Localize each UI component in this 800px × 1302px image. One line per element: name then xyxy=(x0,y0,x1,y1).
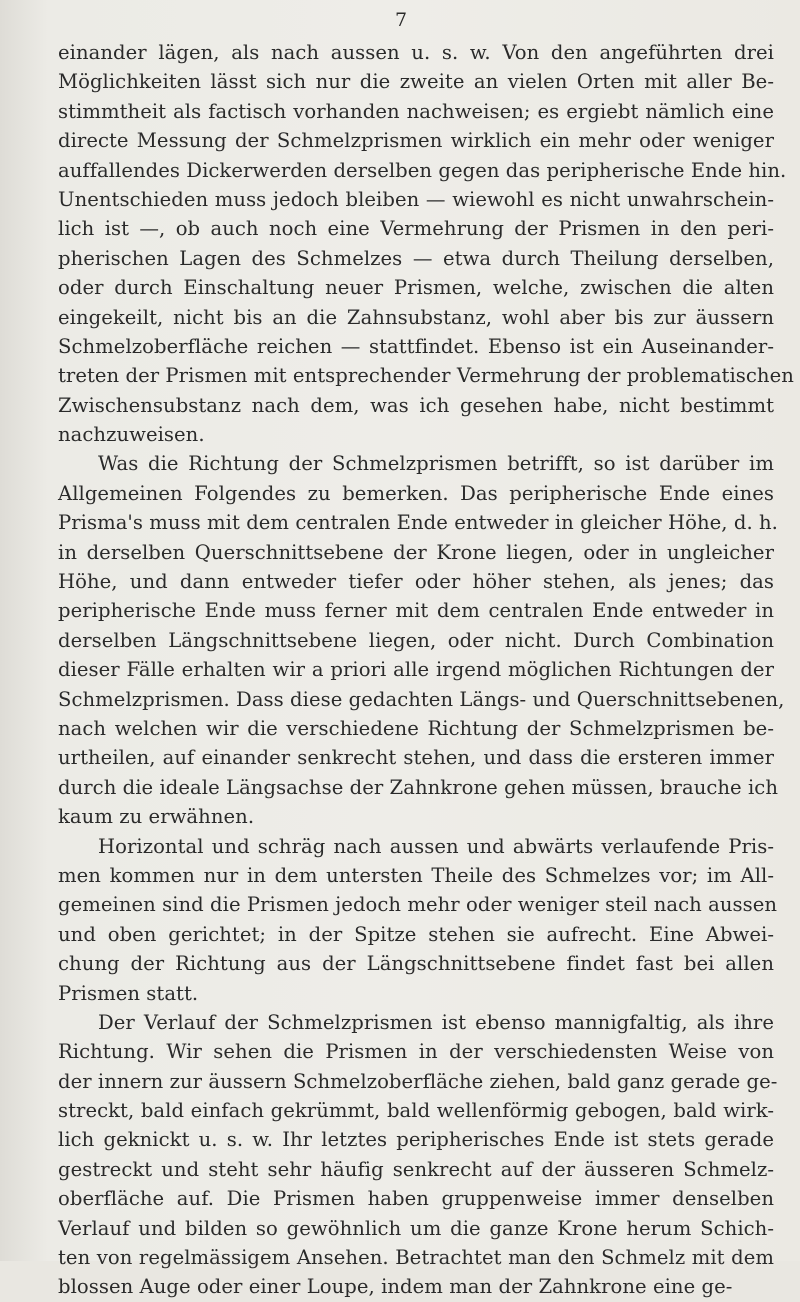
text-line: kaum zu erwähnen. xyxy=(58,805,255,829)
text-line: Prismen statt. xyxy=(58,981,199,1005)
text-line: oder durch Einschaltung neuer Prismen, welche, zwischen die alten xyxy=(58,276,774,300)
text-line: Allgemeinen Folgendes zu bemerken. Das peripherische Ende eines xyxy=(58,481,774,505)
text-line: men kommen nur in dem untersten Theile des Schmelzes vor; im All- xyxy=(58,863,774,887)
paragraph xyxy=(58,832,778,1008)
text-line: dieser Fälle erhalten wir a priori alle irgend möglichen Richtungen der xyxy=(58,658,774,682)
text-line: Schmelzprismen. Dass diese gedachten Längs- und Querschnittsebenen, xyxy=(58,687,785,711)
text-line: gemeinen sind die Prismen jedoch mehr oder weniger steil nach aussen xyxy=(58,893,778,917)
paragraph xyxy=(58,38,794,449)
text-line: Höhe, und dann entweder tiefer oder höher stehen, als jenes; das xyxy=(58,570,774,594)
text-line: nach welchen wir die verschiedene Richtung der Schmelzprismen be- xyxy=(58,716,774,740)
text-line: Der Verlauf der Schmelzprismen ist ebenso mannigfaltig, als ihre xyxy=(98,1010,774,1034)
text-line: stimmtheit als factisch vorhanden nachweisen; es ergiebt nämlich eine xyxy=(58,99,774,123)
text-line: Prisma's muss mit dem centralen Ende entweder in gleicher Höhe, d. h. xyxy=(58,511,778,535)
text-line: Zwischensubstanz nach dem, was ich gesehen habe, nicht bestimmt xyxy=(58,393,774,417)
text-line: Unentschieden muss jedoch bleiben — wiewohl es nicht unwahrschein- xyxy=(58,187,774,211)
body-text xyxy=(58,38,794,1302)
text-line: lich geknickt u. s. w. Ihr letztes peripherisches Ende ist stets gerade xyxy=(58,1128,774,1152)
text-line: peripherische Ende muss ferner mit dem centralen Ende entweder in xyxy=(58,599,774,623)
text-line: und oben gerichtet; in der Spitze stehen sie aufrecht. Eine Abwei- xyxy=(58,922,774,946)
text-line: Horizontal und schräg nach aussen und abwärts verlaufende Pris- xyxy=(98,834,774,858)
text-line: eingekeilt, nicht bis an die Zahnsubstanz, wohl aber bis zur äussern xyxy=(58,305,774,329)
text-line: Schmelzoberfläche reichen — stattfindet. Ebenso ist ein Auseinander- xyxy=(58,334,774,358)
text-line: in derselben Querschnittsebene der Krone liegen, oder in ungleicher xyxy=(58,540,774,564)
text-line: durch die ideale Längsachse der Zahnkrone gehen müssen, brauche ich xyxy=(58,775,778,799)
paragraph xyxy=(58,1008,778,1302)
text-line: derselben Längschnittsebene liegen, oder nicht. Durch Combination xyxy=(58,628,774,652)
paragraph xyxy=(58,449,785,831)
text-line: treten der Prismen mit entsprechender Vermehrung der problematischen xyxy=(58,364,794,388)
text-line: einander lägen, als nach aussen u. s. w. Von den angeführten drei xyxy=(58,41,774,64)
text-line: pherischen Lagen des Schmelzes — etwa durch Theilung derselben, xyxy=(58,246,774,270)
text-line: der innern zur äussern Schmelzoberfläche ziehen, bald ganz gerade ge- xyxy=(58,1069,778,1093)
text-line: auffallendes Dickerwerden derselben gegen das peripherische Ende hin. xyxy=(58,158,787,182)
text-line: Was die Richtung der Schmelzprismen betrifft, so ist darüber im xyxy=(98,452,774,476)
text-line: chung der Richtung aus der Längschnittsebene findet fast bei allen xyxy=(58,952,774,976)
text-line: ten von regelmässigem Ansehen. Betrachtet man den Schmelz mit dem xyxy=(58,1246,774,1270)
text-line: lich ist —, ob auch noch eine Vermehrung der Prismen in den peri- xyxy=(58,217,774,241)
text-line: nachzuweisen. xyxy=(58,423,205,447)
text-line: Richtung. Wir sehen die Prismen in der verschiedensten Weise von xyxy=(58,1040,774,1064)
text-line: directe Messung der Schmelzprismen wirklich ein mehr oder weniger xyxy=(58,129,774,153)
text-line: oberfläche auf. Die Prismen haben gruppenweise immer denselben xyxy=(58,1187,774,1211)
text-line: urtheilen, auf einander senkrecht stehen, und dass die ersteren immer xyxy=(58,746,774,770)
text-line: Verlauf und bilden so gewöhnlich um die ganze Krone herum Schich- xyxy=(58,1216,774,1240)
page-number: 7 xyxy=(394,9,408,31)
text-line: Möglichkeiten lässt sich nur die zweite an vielen Orten mit aller Be- xyxy=(58,70,774,94)
text-line: streckt, bald einfach gekrümmt, bald wellenförmig gebogen, bald wirk- xyxy=(58,1099,774,1123)
text-line: blossen Auge oder einer Loupe, indem man der Zahnkrone eine ge- xyxy=(58,1275,733,1299)
text-line: gestreckt und steht sehr häufig senkrecht auf der äusseren Schmelz- xyxy=(58,1157,774,1181)
